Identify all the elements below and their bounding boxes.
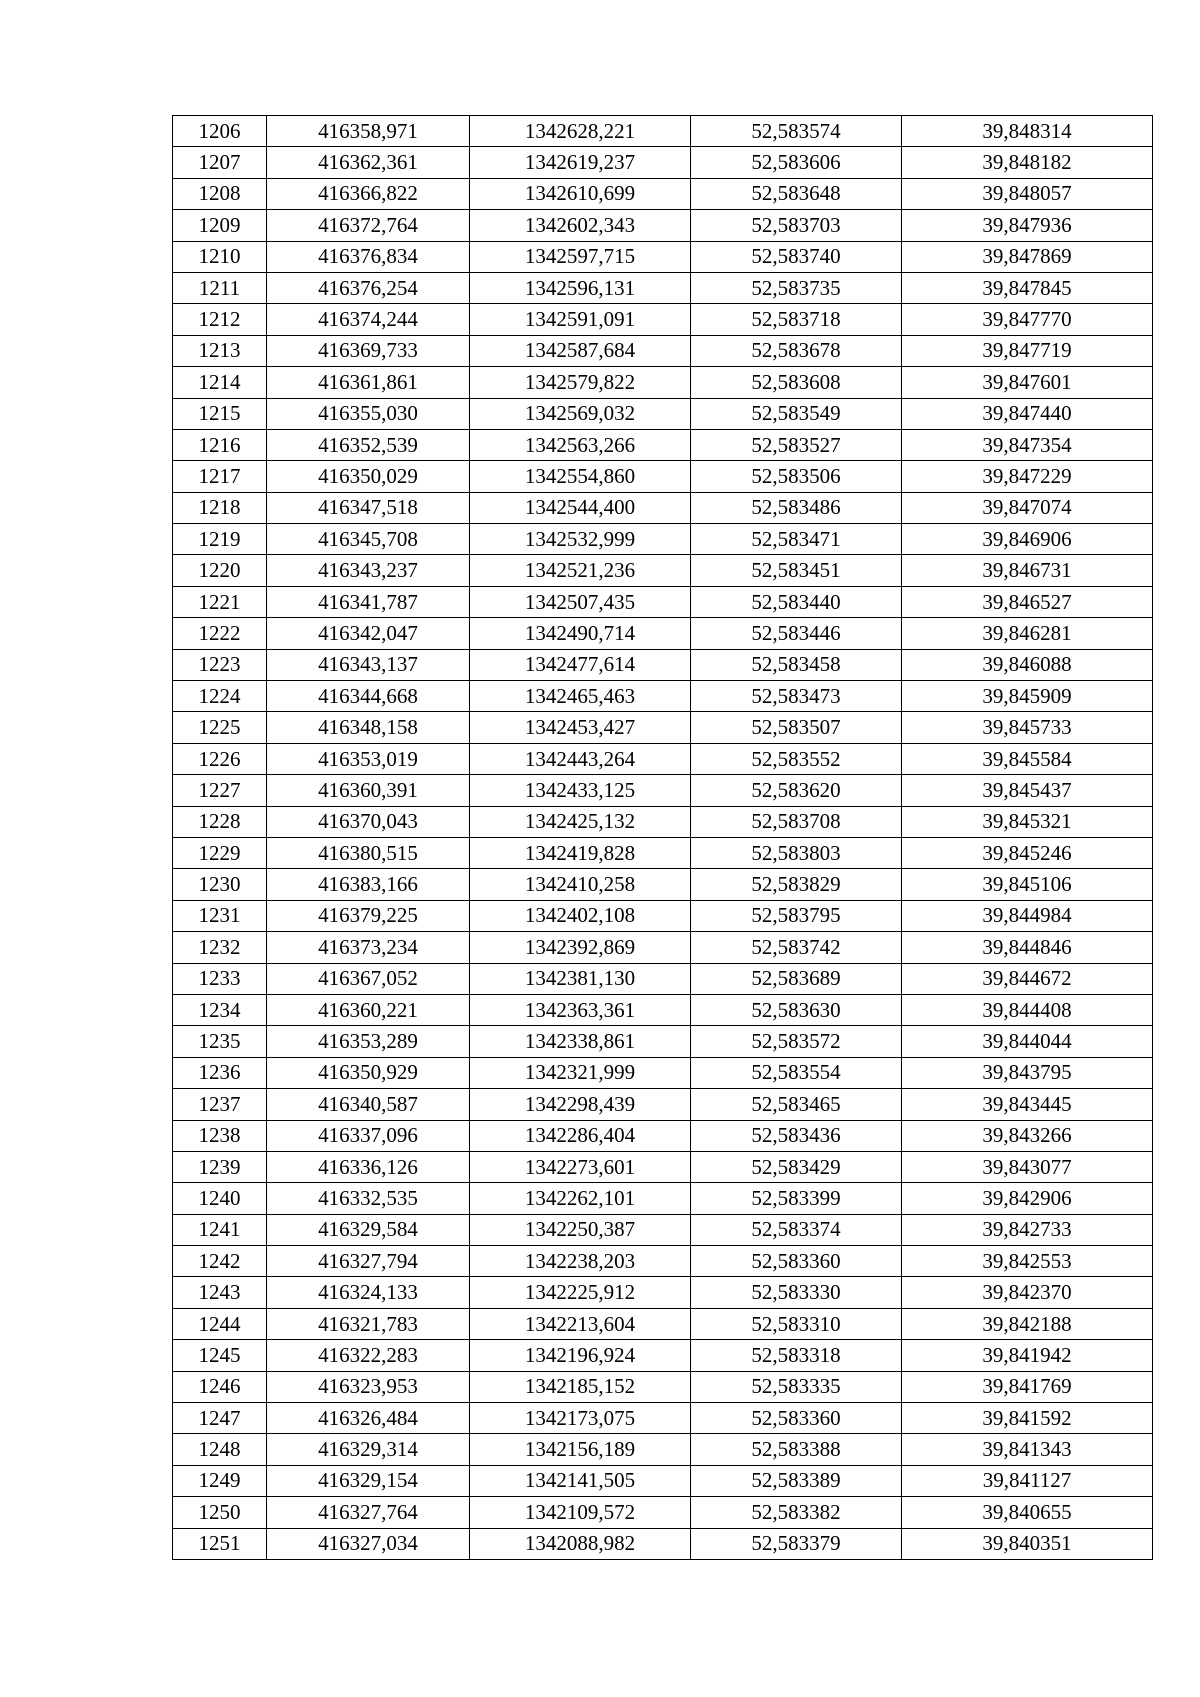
latitude-cell: 52,583388 <box>691 1434 902 1465</box>
point-number-cell: 1220 <box>173 555 267 586</box>
x-coordinate-cell: 416343,137 <box>267 649 470 680</box>
longitude-cell: 39,846731 <box>902 555 1153 586</box>
y-coordinate-cell: 1342465,463 <box>470 681 691 712</box>
longitude-cell: 39,846906 <box>902 524 1153 555</box>
y-coordinate-cell: 1342591,091 <box>470 304 691 335</box>
latitude-cell: 52,583552 <box>691 743 902 774</box>
y-coordinate-cell: 1342250,387 <box>470 1214 691 1245</box>
y-coordinate-cell: 1342610,699 <box>470 178 691 209</box>
latitude-cell: 52,583689 <box>691 963 902 994</box>
longitude-cell: 39,844672 <box>902 963 1153 994</box>
y-coordinate-cell: 1342088,982 <box>470 1528 691 1559</box>
latitude-cell: 52,583310 <box>691 1308 902 1339</box>
latitude-cell: 52,583429 <box>691 1151 902 1182</box>
longitude-cell: 39,843795 <box>902 1057 1153 1088</box>
longitude-cell: 39,845584 <box>902 743 1153 774</box>
y-coordinate-cell: 1342521,236 <box>470 555 691 586</box>
longitude-cell: 39,846527 <box>902 586 1153 617</box>
x-coordinate-cell: 416323,953 <box>267 1371 470 1402</box>
table-row <box>173 1089 1153 1120</box>
table-row <box>173 1340 1153 1371</box>
point-number-cell: 1210 <box>173 241 267 272</box>
table-row <box>173 210 1153 241</box>
latitude-cell: 52,583648 <box>691 178 902 209</box>
longitude-cell: 39,847936 <box>902 210 1153 241</box>
table-row <box>173 398 1153 429</box>
longitude-cell: 39,845733 <box>902 712 1153 743</box>
x-coordinate-cell: 416374,244 <box>267 304 470 335</box>
table-row <box>173 1120 1153 1151</box>
coordinates-table <box>172 115 1153 1560</box>
table-row <box>173 241 1153 272</box>
y-coordinate-cell: 1342569,032 <box>470 398 691 429</box>
longitude-cell: 39,842188 <box>902 1308 1153 1339</box>
latitude-cell: 52,583335 <box>691 1371 902 1402</box>
longitude-cell: 39,840655 <box>902 1497 1153 1528</box>
y-coordinate-cell: 1342410,258 <box>470 869 691 900</box>
y-coordinate-cell: 1342507,435 <box>470 586 691 617</box>
latitude-cell: 52,583436 <box>691 1120 902 1151</box>
point-number-cell: 1241 <box>173 1214 267 1245</box>
y-coordinate-cell: 1342597,715 <box>470 241 691 272</box>
longitude-cell: 39,847719 <box>902 335 1153 366</box>
longitude-cell: 39,845437 <box>902 775 1153 806</box>
point-number-cell: 1244 <box>173 1308 267 1339</box>
x-coordinate-cell: 416343,237 <box>267 555 470 586</box>
latitude-cell: 52,583742 <box>691 932 902 963</box>
latitude-cell: 52,583451 <box>691 555 902 586</box>
y-coordinate-cell: 1342156,189 <box>470 1434 691 1465</box>
y-coordinate-cell: 1342596,131 <box>470 272 691 303</box>
table-row <box>173 712 1153 743</box>
x-coordinate-cell: 416337,096 <box>267 1120 470 1151</box>
y-coordinate-cell: 1342185,152 <box>470 1371 691 1402</box>
table-row <box>173 1026 1153 1057</box>
longitude-cell: 39,846088 <box>902 649 1153 680</box>
table-row <box>173 367 1153 398</box>
point-number-cell: 1232 <box>173 932 267 963</box>
x-coordinate-cell: 416358,971 <box>267 116 470 147</box>
y-coordinate-cell: 1342238,203 <box>470 1246 691 1277</box>
x-coordinate-cell: 416344,668 <box>267 681 470 712</box>
point-number-cell: 1224 <box>173 681 267 712</box>
longitude-cell: 39,847869 <box>902 241 1153 272</box>
x-coordinate-cell: 416322,283 <box>267 1340 470 1371</box>
table-row <box>173 994 1153 1025</box>
point-number-cell: 1223 <box>173 649 267 680</box>
table-row <box>173 524 1153 555</box>
x-coordinate-cell: 416360,391 <box>267 775 470 806</box>
point-number-cell: 1243 <box>173 1277 267 1308</box>
y-coordinate-cell: 1342363,361 <box>470 994 691 1025</box>
latitude-cell: 52,583374 <box>691 1214 902 1245</box>
table-row <box>173 649 1153 680</box>
point-number-cell: 1236 <box>173 1057 267 1088</box>
y-coordinate-cell: 1342490,714 <box>470 618 691 649</box>
point-number-cell: 1215 <box>173 398 267 429</box>
table-row <box>173 555 1153 586</box>
table-row <box>173 335 1153 366</box>
point-number-cell: 1216 <box>173 429 267 460</box>
point-number-cell: 1247 <box>173 1403 267 1434</box>
point-number-cell: 1242 <box>173 1246 267 1277</box>
longitude-cell: 39,848314 <box>902 116 1153 147</box>
longitude-cell: 39,842906 <box>902 1183 1153 1214</box>
latitude-cell: 52,583318 <box>691 1340 902 1371</box>
x-coordinate-cell: 416367,052 <box>267 963 470 994</box>
longitude-cell: 39,848057 <box>902 178 1153 209</box>
table-row <box>173 1497 1153 1528</box>
table-row <box>173 806 1153 837</box>
y-coordinate-cell: 1342141,505 <box>470 1465 691 1496</box>
latitude-cell: 52,583549 <box>691 398 902 429</box>
point-number-cell: 1238 <box>173 1120 267 1151</box>
point-number-cell: 1206 <box>173 116 267 147</box>
latitude-cell: 52,583608 <box>691 367 902 398</box>
latitude-cell: 52,583554 <box>691 1057 902 1088</box>
longitude-cell: 39,843077 <box>902 1151 1153 1182</box>
table-row <box>173 681 1153 712</box>
latitude-cell: 52,583795 <box>691 900 902 931</box>
table-row <box>173 1434 1153 1465</box>
table-row <box>173 1403 1153 1434</box>
latitude-cell: 52,583458 <box>691 649 902 680</box>
point-number-cell: 1251 <box>173 1528 267 1559</box>
longitude-cell: 39,841127 <box>902 1465 1153 1496</box>
y-coordinate-cell: 1342544,400 <box>470 492 691 523</box>
y-coordinate-cell: 1342262,101 <box>470 1183 691 1214</box>
latitude-cell: 52,583360 <box>691 1403 902 1434</box>
table-row <box>173 743 1153 774</box>
longitude-cell: 39,847770 <box>902 304 1153 335</box>
table-row <box>173 1057 1153 1088</box>
y-coordinate-cell: 1342225,912 <box>470 1277 691 1308</box>
point-number-cell: 1213 <box>173 335 267 366</box>
longitude-cell: 39,845909 <box>902 681 1153 712</box>
y-coordinate-cell: 1342443,264 <box>470 743 691 774</box>
x-coordinate-cell: 416369,733 <box>267 335 470 366</box>
longitude-cell: 39,847845 <box>902 272 1153 303</box>
table-row <box>173 932 1153 963</box>
latitude-cell: 52,583506 <box>691 461 902 492</box>
y-coordinate-cell: 1342402,108 <box>470 900 691 931</box>
y-coordinate-cell: 1342286,404 <box>470 1120 691 1151</box>
table-row <box>173 429 1153 460</box>
latitude-cell: 52,583379 <box>691 1528 902 1559</box>
x-coordinate-cell: 416336,126 <box>267 1151 470 1182</box>
table-row <box>173 461 1153 492</box>
point-number-cell: 1234 <box>173 994 267 1025</box>
latitude-cell: 52,583735 <box>691 272 902 303</box>
x-coordinate-cell: 416355,030 <box>267 398 470 429</box>
longitude-cell: 39,842370 <box>902 1277 1153 1308</box>
y-coordinate-cell: 1342109,572 <box>470 1497 691 1528</box>
x-coordinate-cell: 416350,929 <box>267 1057 470 1088</box>
table-row <box>173 492 1153 523</box>
y-coordinate-cell: 1342381,130 <box>470 963 691 994</box>
x-coordinate-cell: 416361,861 <box>267 367 470 398</box>
x-coordinate-cell: 416353,289 <box>267 1026 470 1057</box>
point-number-cell: 1211 <box>173 272 267 303</box>
latitude-cell: 52,583718 <box>691 304 902 335</box>
point-number-cell: 1219 <box>173 524 267 555</box>
point-number-cell: 1239 <box>173 1151 267 1182</box>
point-number-cell: 1246 <box>173 1371 267 1402</box>
table-row <box>173 1151 1153 1182</box>
point-number-cell: 1227 <box>173 775 267 806</box>
longitude-cell: 39,847074 <box>902 492 1153 523</box>
longitude-cell: 39,841343 <box>902 1434 1153 1465</box>
latitude-cell: 52,583620 <box>691 775 902 806</box>
latitude-cell: 52,583678 <box>691 335 902 366</box>
point-number-cell: 1212 <box>173 304 267 335</box>
latitude-cell: 52,583473 <box>691 681 902 712</box>
x-coordinate-cell: 416345,708 <box>267 524 470 555</box>
x-coordinate-cell: 416376,834 <box>267 241 470 272</box>
table-row <box>173 837 1153 868</box>
point-number-cell: 1222 <box>173 618 267 649</box>
table-row <box>173 178 1153 209</box>
x-coordinate-cell: 416329,584 <box>267 1214 470 1245</box>
table-row <box>173 1308 1153 1339</box>
point-number-cell: 1230 <box>173 869 267 900</box>
x-coordinate-cell: 416329,154 <box>267 1465 470 1496</box>
x-coordinate-cell: 416353,019 <box>267 743 470 774</box>
table-row <box>173 869 1153 900</box>
longitude-cell: 39,844408 <box>902 994 1153 1025</box>
point-number-cell: 1208 <box>173 178 267 209</box>
latitude-cell: 52,583446 <box>691 618 902 649</box>
point-number-cell: 1214 <box>173 367 267 398</box>
x-coordinate-cell: 416380,515 <box>267 837 470 868</box>
longitude-cell: 39,844044 <box>902 1026 1153 1057</box>
y-coordinate-cell: 1342392,869 <box>470 932 691 963</box>
point-number-cell: 1218 <box>173 492 267 523</box>
point-number-cell: 1233 <box>173 963 267 994</box>
x-coordinate-cell: 416326,484 <box>267 1403 470 1434</box>
x-coordinate-cell: 416332,535 <box>267 1183 470 1214</box>
latitude-cell: 52,583330 <box>691 1277 902 1308</box>
x-coordinate-cell: 416376,254 <box>267 272 470 303</box>
y-coordinate-cell: 1342628,221 <box>470 116 691 147</box>
longitude-cell: 39,847440 <box>902 398 1153 429</box>
x-coordinate-cell: 416383,166 <box>267 869 470 900</box>
longitude-cell: 39,841769 <box>902 1371 1153 1402</box>
x-coordinate-cell: 416379,225 <box>267 900 470 931</box>
point-number-cell: 1221 <box>173 586 267 617</box>
y-coordinate-cell: 1342579,822 <box>470 367 691 398</box>
y-coordinate-cell: 1342338,861 <box>470 1026 691 1057</box>
x-coordinate-cell: 416352,539 <box>267 429 470 460</box>
latitude-cell: 52,583630 <box>691 994 902 1025</box>
x-coordinate-cell: 416324,133 <box>267 1277 470 1308</box>
point-number-cell: 1229 <box>173 837 267 868</box>
table-row <box>173 775 1153 806</box>
longitude-cell: 39,844984 <box>902 900 1153 931</box>
longitude-cell: 39,847601 <box>902 367 1153 398</box>
x-coordinate-cell: 416321,783 <box>267 1308 470 1339</box>
latitude-cell: 52,583389 <box>691 1465 902 1496</box>
table-row <box>173 1246 1153 1277</box>
point-number-cell: 1217 <box>173 461 267 492</box>
table-row <box>173 586 1153 617</box>
latitude-cell: 52,583606 <box>691 147 902 178</box>
longitude-cell: 39,845321 <box>902 806 1153 837</box>
latitude-cell: 52,583708 <box>691 806 902 837</box>
y-coordinate-cell: 1342453,427 <box>470 712 691 743</box>
longitude-cell: 39,846281 <box>902 618 1153 649</box>
table-row <box>173 304 1153 335</box>
latitude-cell: 52,583465 <box>691 1089 902 1120</box>
table-row <box>173 900 1153 931</box>
latitude-cell: 52,583440 <box>691 586 902 617</box>
longitude-cell: 39,848182 <box>902 147 1153 178</box>
point-number-cell: 1248 <box>173 1434 267 1465</box>
table-row <box>173 272 1153 303</box>
y-coordinate-cell: 1342563,266 <box>470 429 691 460</box>
table-row <box>173 1465 1153 1496</box>
longitude-cell: 39,841592 <box>902 1403 1153 1434</box>
x-coordinate-cell: 416327,764 <box>267 1497 470 1528</box>
point-number-cell: 1209 <box>173 210 267 241</box>
x-coordinate-cell: 416347,518 <box>267 492 470 523</box>
table-body <box>173 116 1153 1560</box>
longitude-cell: 39,842553 <box>902 1246 1153 1277</box>
y-coordinate-cell: 1342321,999 <box>470 1057 691 1088</box>
longitude-cell: 39,847354 <box>902 429 1153 460</box>
x-coordinate-cell: 416327,034 <box>267 1528 470 1559</box>
table-row <box>173 116 1153 147</box>
y-coordinate-cell: 1342298,439 <box>470 1089 691 1120</box>
x-coordinate-cell: 416341,787 <box>267 586 470 617</box>
latitude-cell: 52,583527 <box>691 429 902 460</box>
point-number-cell: 1249 <box>173 1465 267 1496</box>
x-coordinate-cell: 416350,029 <box>267 461 470 492</box>
latitude-cell: 52,583486 <box>691 492 902 523</box>
x-coordinate-cell: 416327,794 <box>267 1246 470 1277</box>
latitude-cell: 52,583360 <box>691 1246 902 1277</box>
longitude-cell: 39,843266 <box>902 1120 1153 1151</box>
point-number-cell: 1231 <box>173 900 267 931</box>
longitude-cell: 39,843445 <box>902 1089 1153 1120</box>
longitude-cell: 39,841942 <box>902 1340 1153 1371</box>
table-row <box>173 1371 1153 1402</box>
table-row <box>173 147 1153 178</box>
point-number-cell: 1225 <box>173 712 267 743</box>
longitude-cell: 39,847229 <box>902 461 1153 492</box>
table-row <box>173 1528 1153 1559</box>
point-number-cell: 1226 <box>173 743 267 774</box>
y-coordinate-cell: 1342587,684 <box>470 335 691 366</box>
table-row <box>173 1214 1153 1245</box>
point-number-cell: 1237 <box>173 1089 267 1120</box>
point-number-cell: 1250 <box>173 1497 267 1528</box>
x-coordinate-cell: 416342,047 <box>267 618 470 649</box>
y-coordinate-cell: 1342213,604 <box>470 1308 691 1339</box>
point-number-cell: 1240 <box>173 1183 267 1214</box>
table-row <box>173 618 1153 649</box>
x-coordinate-cell: 416373,234 <box>267 932 470 963</box>
longitude-cell: 39,844846 <box>902 932 1153 963</box>
table-row <box>173 1183 1153 1214</box>
x-coordinate-cell: 416360,221 <box>267 994 470 1025</box>
latitude-cell: 52,583572 <box>691 1026 902 1057</box>
y-coordinate-cell: 1342602,343 <box>470 210 691 241</box>
latitude-cell: 52,583740 <box>691 241 902 272</box>
latitude-cell: 52,583399 <box>691 1183 902 1214</box>
latitude-cell: 52,583507 <box>691 712 902 743</box>
x-coordinate-cell: 416362,361 <box>267 147 470 178</box>
point-number-cell: 1207 <box>173 147 267 178</box>
y-coordinate-cell: 1342554,860 <box>470 461 691 492</box>
x-coordinate-cell: 416348,158 <box>267 712 470 743</box>
longitude-cell: 39,845246 <box>902 837 1153 868</box>
y-coordinate-cell: 1342425,132 <box>470 806 691 837</box>
y-coordinate-cell: 1342419,828 <box>470 837 691 868</box>
table-row <box>173 963 1153 994</box>
latitude-cell: 52,583471 <box>691 524 902 555</box>
point-number-cell: 1245 <box>173 1340 267 1371</box>
latitude-cell: 52,583703 <box>691 210 902 241</box>
y-coordinate-cell: 1342196,924 <box>470 1340 691 1371</box>
latitude-cell: 52,583574 <box>691 116 902 147</box>
latitude-cell: 52,583829 <box>691 869 902 900</box>
x-coordinate-cell: 416370,043 <box>267 806 470 837</box>
point-number-cell: 1235 <box>173 1026 267 1057</box>
latitude-cell: 52,583382 <box>691 1497 902 1528</box>
longitude-cell: 39,840351 <box>902 1528 1153 1559</box>
y-coordinate-cell: 1342433,125 <box>470 775 691 806</box>
table-row <box>173 1277 1153 1308</box>
y-coordinate-cell: 1342273,601 <box>470 1151 691 1182</box>
y-coordinate-cell: 1342619,237 <box>470 147 691 178</box>
x-coordinate-cell: 416340,587 <box>267 1089 470 1120</box>
point-number-cell: 1228 <box>173 806 267 837</box>
y-coordinate-cell: 1342173,075 <box>470 1403 691 1434</box>
longitude-cell: 39,842733 <box>902 1214 1153 1245</box>
x-coordinate-cell: 416366,822 <box>267 178 470 209</box>
longitude-cell: 39,845106 <box>902 869 1153 900</box>
latitude-cell: 52,583803 <box>691 837 902 868</box>
x-coordinate-cell: 416372,764 <box>267 210 470 241</box>
y-coordinate-cell: 1342532,999 <box>470 524 691 555</box>
x-coordinate-cell: 416329,314 <box>267 1434 470 1465</box>
y-coordinate-cell: 1342477,614 <box>470 649 691 680</box>
